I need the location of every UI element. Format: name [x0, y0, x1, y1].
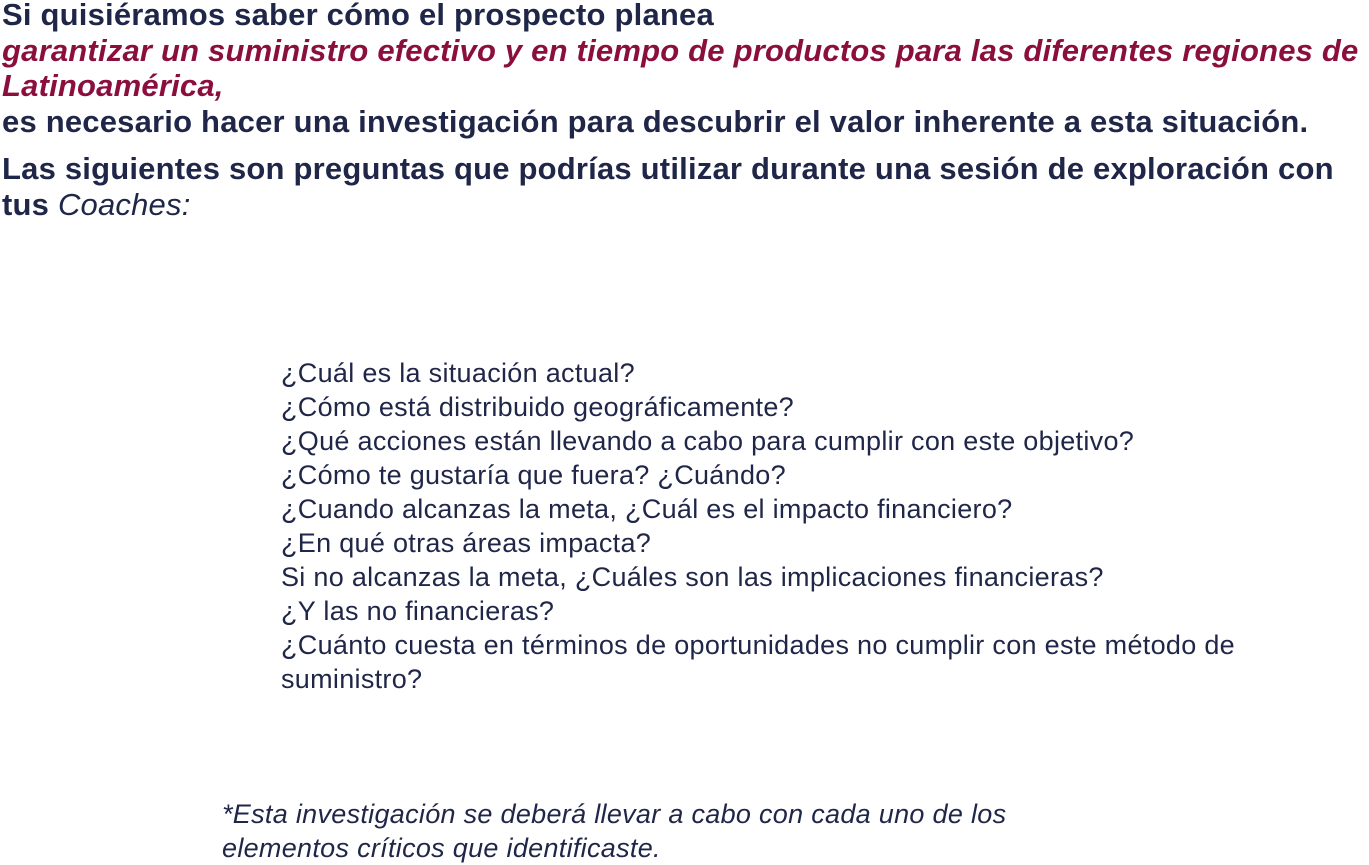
- question-item: ¿Qué acciones están llevando a cabo para cumplir con este objetivo?: [281, 426, 1135, 456]
- questions-intro-text: Las siguientes son preguntas que podrías utilizar durante una sesión de exploración con tus: [2, 151, 1334, 222]
- question-item: ¿Y las no financieras?: [281, 596, 555, 626]
- intro-tail: es necesario hacer una investigación para descubrir el valor inherente a esta situación.: [2, 103, 1309, 139]
- intro-section: [2, 0, 1362, 222]
- intro-paragraph: [2, 0, 1362, 139]
- question-item: ¿Cuando alcanzas la meta, ¿Cuál es el impacto financiero?: [281, 494, 1013, 524]
- question-item: ¿Cómo está distribuido geográficamente?: [281, 392, 794, 422]
- intro-lead: Si quisiéramos saber cómo el prospecto planea: [2, 0, 714, 32]
- questions-list: [281, 356, 1369, 696]
- question-item: ¿En qué otras áreas impacta?: [281, 528, 652, 558]
- question-item: ¿Cuánto cuesta en términos de oportunidades no cumplir con este método de suministro?: [281, 630, 1235, 694]
- question-item: Si no alcanzas la meta, ¿Cuáles son las implicaciones financieras?: [281, 562, 1104, 592]
- intro-highlight: garantizar un suministro efectivo y en tiempo de productos para las diferentes regiones de Latinoamérica,: [2, 32, 1359, 103]
- questions-intro-paragraph: [2, 151, 1362, 222]
- footnote: *Esta investigación se deberá llevar a cabo con cada uno de los elementos críticos que identificaste.: [222, 799, 1007, 863]
- coaches-term: Coaches:: [57, 186, 191, 222]
- question-item: ¿Cuál es la situación actual?: [281, 358, 635, 388]
- question-item: ¿Cómo te gustaría que fuera? ¿Cuándo?: [281, 460, 786, 490]
